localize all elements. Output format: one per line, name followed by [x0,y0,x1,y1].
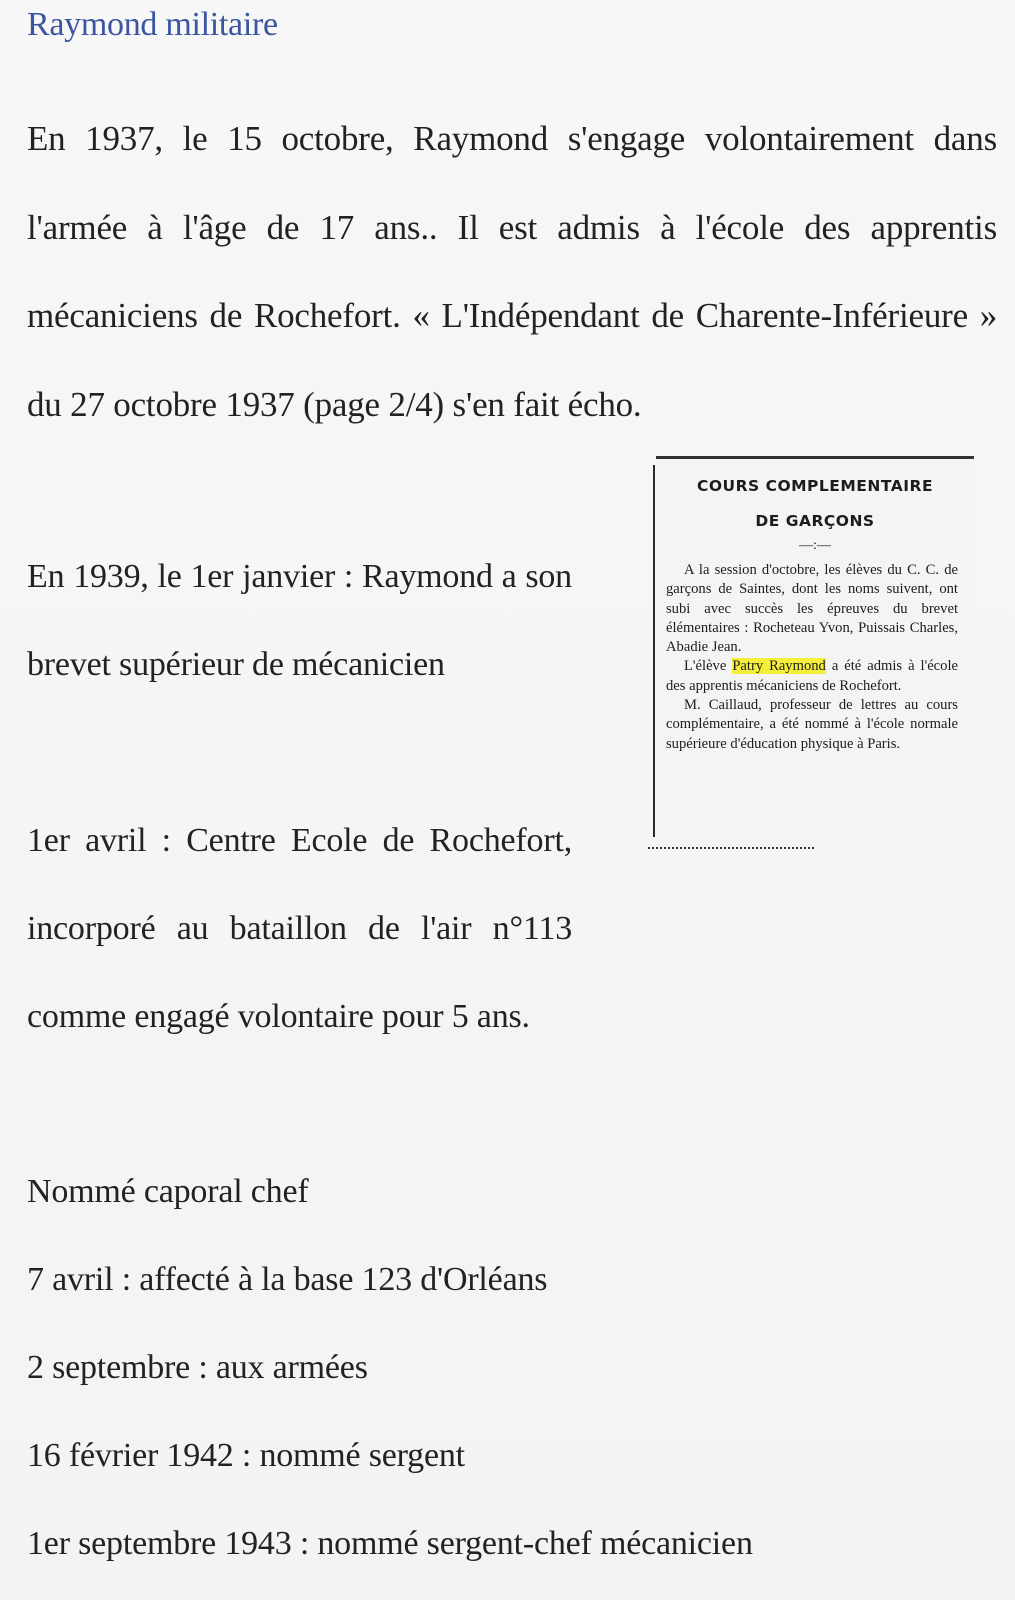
clipping-title-line-1: COURS COMPLEMENTAIRE [696,477,934,495]
highlighted-name: Patry Raymond [732,658,826,675]
clipping-paragraph-session: A la session d'octobre, les élèves du C. C. de garçons de Saintes, dont les noms suivent, ont subi avec succès les épreuves du brevet élémentaires : Rocheteau Yvon, Puissais Charles, Abadie Jean. [666,562,958,656]
clipping-paragraph-patry [666,657,958,696]
clipping-text-before: L'élève [684,658,733,675]
timeline-entry-sergent-chef: 1er septembre 1943 : nommé sergent-chef mécanicien [27,1525,753,1562]
clipping-bottom-rule [648,847,814,849]
clipping-separator: —:— [799,538,831,553]
timeline-entry-rochefort: 1er avril : Centre Ecole de Rochefort, incorporé au bataillon de l'air n°113 comme engagé volontaire pour 5 ans. [27,822,572,1036]
newspaper-clipping [656,456,974,849]
timeline-entry-armees: 2 septembre : aux armées [27,1349,368,1386]
intro-paragraph: En 1937, le 15 octobre, Raymond s'engage volontairement dans l'armée à l'âge de 17 ans.. Il est admis à l'école des apprentis mécaniciens de Rochefort. « L'Indépendant de Charente-Inférieure » du 27 octobre 1937 (page 2/4) s'en fait écho. [27,119,997,424]
clipping-paragraph-caillaud: M. Caillaud, professeur de lettres au cours complémentaire, a été nommé à l'école normale supérieure d'éducation physique à Paris. [666,697,958,752]
timeline-entry-caporal: Nommé caporal chef [27,1173,309,1210]
section-heading: Raymond militaire [27,6,278,43]
timeline-entry-brevet: En 1939, le 1er janvier : Raymond a son brevet supérieur de mécanicien [27,558,572,684]
timeline-entry-orleans: 7 avril : affecté à la base 123 d'Orléans [27,1261,548,1298]
clipping-text-after: a été admis à l'école des apprentis mécaniciens de Rochefort. [666,658,958,694]
clipping-title [656,469,974,539]
clipping-body [656,561,974,754]
timeline-entry-sergent: 16 février 1942 : nommé sergent [27,1437,465,1474]
clipping-left-rule [653,465,655,837]
clipping-title-line-2: DE GARÇONS [755,512,875,530]
